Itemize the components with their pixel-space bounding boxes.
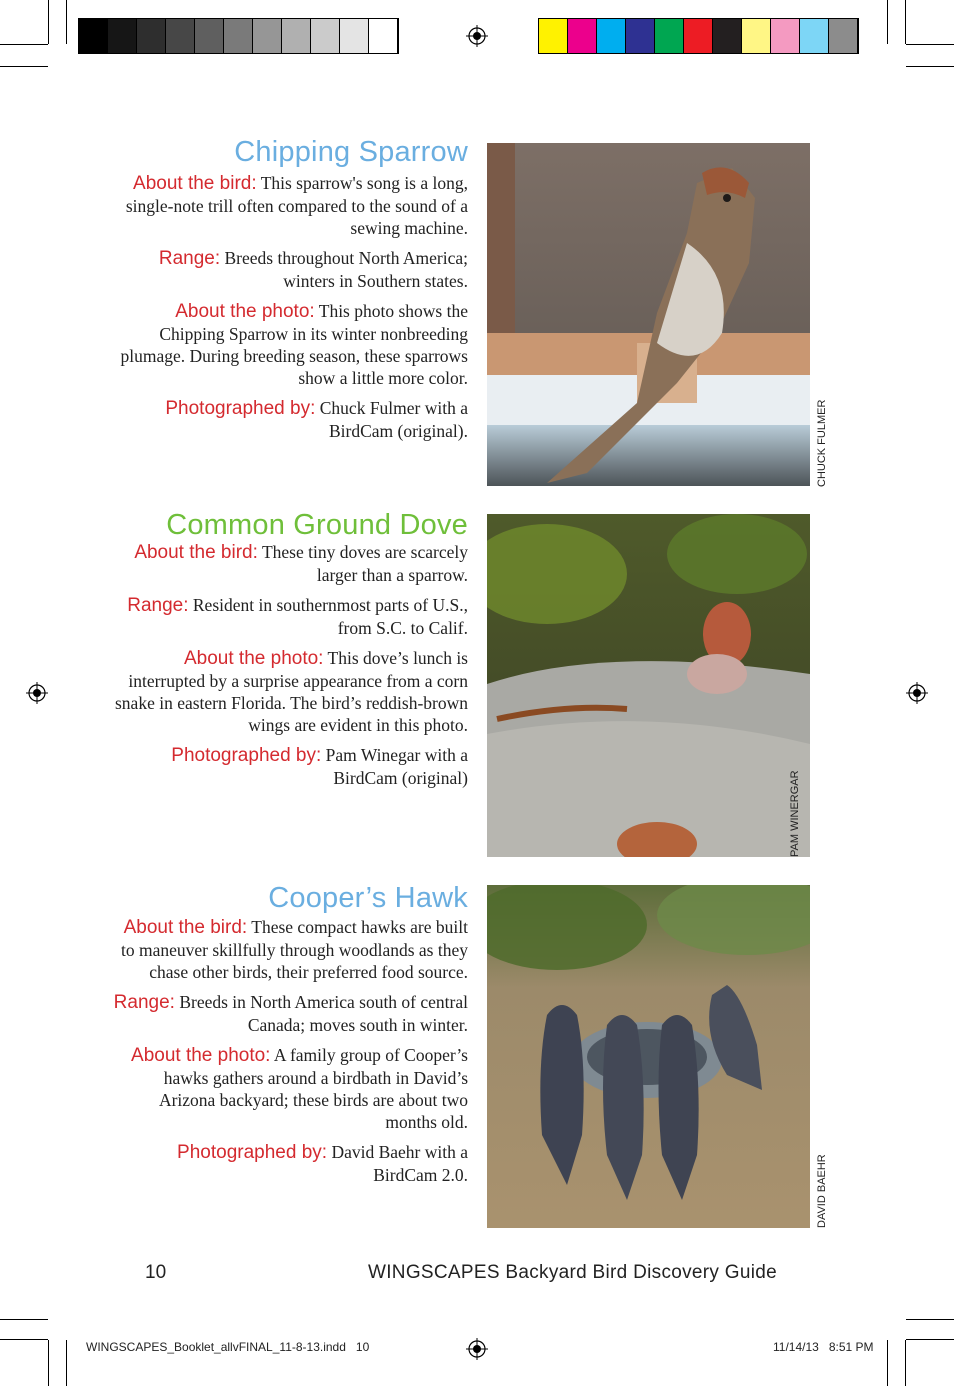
color-swatch <box>742 19 771 53</box>
file-name-slug: WINGSCAPES_Booklet_allvFINAL_11-8-13.indd 10 <box>86 1340 370 1354</box>
about-photo-paragraph <box>110 1044 468 1133</box>
registration-mark-icon <box>906 682 928 704</box>
section-title: Chipping Sparrow <box>234 136 468 168</box>
about-bird-text: This sparrow's song is a long, single-note trill often compared to the sound of a sewing machine. <box>125 173 468 238</box>
photographed-by-text: Pam Winegar with a BirdCam (original) <box>325 745 468 788</box>
crop-mark <box>0 1319 48 1320</box>
photographed-by-label: Photographed by: <box>171 745 322 766</box>
range-text: Resident in southernmost parts of U.S., from S.C. to Calif. <box>192 595 468 638</box>
photographed-by-paragraph <box>110 1141 468 1186</box>
timestamp-slug: 11/14/13 8:51 PM <box>773 1340 874 1354</box>
crop-mark <box>66 1340 67 1386</box>
color-swatch <box>568 19 597 53</box>
section-common-ground-dove <box>110 509 468 789</box>
photographed-by-text: Chuck Fulmer with a BirdCam (original). <box>319 398 468 441</box>
page-number: 10 <box>145 1262 167 1283</box>
range-paragraph <box>110 247 468 292</box>
color-swatch <box>771 19 800 53</box>
grayscale-swatch <box>340 19 369 53</box>
about-bird-paragraph <box>110 172 468 239</box>
crop-mark <box>906 1319 954 1320</box>
crop-mark <box>887 0 888 44</box>
registration-mark-icon <box>466 25 488 47</box>
about-bird-label: About the bird: <box>133 173 257 194</box>
about-photo-text: This photo shows the Chipping Sparrow in its winter nonbreeding plumage. During breeding season, these sparrows show a little more color. <box>120 301 468 388</box>
range-label: Range: <box>127 595 189 616</box>
section-chipping-sparrow <box>110 136 468 442</box>
photo-credit-david-baehr: DAVID BAEHR <box>816 1154 828 1228</box>
grayscale-swatch <box>253 19 282 53</box>
crop-mark <box>48 0 49 44</box>
grayscale-swatch <box>369 19 398 53</box>
color-swatch <box>829 19 858 53</box>
about-bird-label: About the bird: <box>134 542 258 563</box>
chipping-sparrow-photo <box>487 143 810 486</box>
section-title: Common Ground Dove <box>166 509 468 541</box>
crop-mark <box>905 1340 906 1386</box>
range-text: Breeds in North America south of central Canada; moves south in winter. <box>179 992 468 1035</box>
photo-credit-chuck-fulmer: CHUCK FULMER <box>816 399 828 487</box>
crop-mark <box>66 0 67 44</box>
color-calibration-bar <box>538 18 859 54</box>
about-photo-label: About the photo: <box>175 301 315 322</box>
crop-mark <box>0 66 48 67</box>
about-photo-label: About the photo: <box>131 1045 271 1066</box>
photo-credit-pam-winergar: PAM WINERGAR <box>789 770 801 857</box>
crop-mark <box>906 44 954 45</box>
range-paragraph <box>110 991 468 1036</box>
crop-mark <box>906 1339 954 1340</box>
crop-mark <box>0 44 48 45</box>
grayscale-swatch <box>195 19 224 53</box>
about-bird-label: About the bird: <box>123 917 248 938</box>
registration-mark-icon <box>466 1338 488 1360</box>
crop-mark <box>48 1340 49 1386</box>
color-swatch <box>539 19 568 53</box>
about-bird-text: These compact hawks are built to maneuver skillfully through woodlands as they chase other birds, their preferred food source. <box>120 917 468 982</box>
photographed-by-paragraph <box>110 744 468 789</box>
color-swatch <box>597 19 626 53</box>
grayscale-swatch <box>166 19 195 53</box>
color-swatch <box>713 19 742 53</box>
photographed-by-paragraph <box>110 397 468 442</box>
range-label: Range: <box>158 248 221 269</box>
grayscale-swatch <box>311 19 340 53</box>
about-photo-text: This dove’s lunch is interrupted by a surprise appearance from a corn snake in eastern Florida. The bird’s reddish-brown wings are evident in this photo. <box>115 648 468 735</box>
about-photo-label: About the photo: <box>184 648 324 669</box>
common-ground-dove-photo <box>487 514 810 857</box>
about-photo-paragraph <box>110 647 468 736</box>
grayscale-swatch <box>224 19 253 53</box>
photographed-by-text: David Baehr with a BirdCam 2.0. <box>331 1142 468 1185</box>
section-coopers-hawk <box>110 882 468 1186</box>
color-swatch <box>626 19 655 53</box>
crop-mark <box>906 66 954 67</box>
range-label: Range: <box>113 992 175 1013</box>
about-photo-paragraph <box>110 300 468 389</box>
grayscale-swatch <box>79 19 108 53</box>
crop-mark <box>887 1340 888 1386</box>
coopers-hawk-photo <box>487 885 810 1228</box>
about-bird-paragraph <box>110 916 468 983</box>
grayscale-swatch <box>282 19 311 53</box>
grayscale-calibration-bar <box>78 18 399 54</box>
about-bird-text: These tiny doves are scarcely larger than a sparrow. <box>261 542 468 585</box>
crop-mark <box>905 0 906 44</box>
range-paragraph <box>110 594 468 639</box>
photographed-by-label: Photographed by: <box>177 1142 328 1163</box>
range-text: Breeds throughout North America; winters in Southern states. <box>224 248 468 291</box>
about-photo-text: A family group of Cooper’s hawks gathers around a birdbath in David’s Arizona backyard; these birds are about two months old. <box>158 1045 468 1132</box>
about-bird-paragraph <box>110 541 468 586</box>
registration-mark-icon <box>26 682 48 704</box>
color-swatch <box>655 19 684 53</box>
grayscale-swatch <box>137 19 166 53</box>
guide-title: WINGSCAPES Backyard Bird Discovery Guide <box>368 1262 778 1283</box>
grayscale-swatch <box>108 19 137 53</box>
color-swatch <box>684 19 713 53</box>
color-swatch <box>800 19 829 53</box>
photographed-by-label: Photographed by: <box>165 398 316 419</box>
crop-mark <box>0 1339 48 1340</box>
section-title: Cooper’s Hawk <box>268 882 468 914</box>
